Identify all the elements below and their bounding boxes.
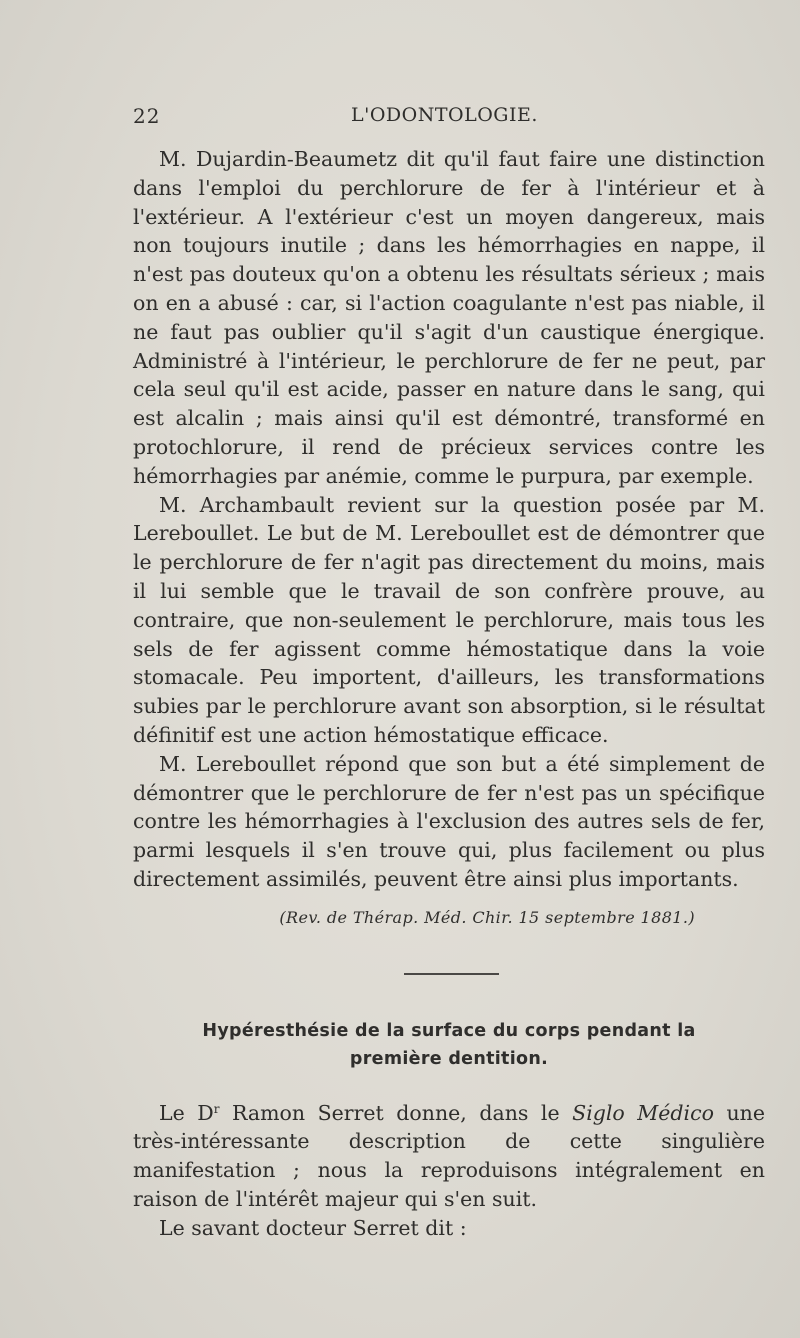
section-divider xyxy=(404,973,499,975)
paragraph-serret-quote: Le savant docteur Serret dit : xyxy=(159,1215,467,1240)
running-head xyxy=(133,104,765,134)
intro-rest: une très-intéressante description de cette singulière manifestation ; nous la reproduisons intégralement en raison de l'intérêt majeur qui s'en suit. xyxy=(133,1100,766,1211)
section-body xyxy=(133,1095,765,1243)
section-title xyxy=(133,1017,765,1073)
section-title-line-2: première dentition. xyxy=(349,1048,549,1069)
page-number: 22 xyxy=(133,104,161,128)
citation: (Rev. de Thérap. Méd. Chir. 15 septembre 1881.) xyxy=(279,907,695,927)
paragraph-lereboullet: M. Lereboullet répond que son but a été simplement de démontrer que le perchlorure de fer n'est pas un spécifique contre les hémorrhagies à l'exclusion des autres sels de fer, parmi lesquels il s'en trouve qui, plus facilement ou plus directement assimilés, peuvent être ainsi plus importants. xyxy=(133,751,765,891)
paragraph-dujardin-beaumetz: M. Dujardin-Beaumetz dit qu'il faut faire une distinction dans l'emploi du perchlorure de fer à l'intérieur et à l'extérieur. A l'extérieur c'est un moyen dangereux, mais non toujours inutile ; dans les hémorrhagies en nappe, il n'est pas douteux qu'on a obtenu les résultats sérieux ; mais on en a abusé : car, si l'action coagulante n'est pas niable, il ne faut pas oublier qu'il s'agit d'un caustique énergique. Administré à l'intérieur, le perchlorure de fer ne peut, par cela seul qu'il est acide, passer en nature dans le sang, qui est alcalin ; mais ainsi qu'il est démontré, transformé en protochlorure, il rend de précieux services contre les hémorrhagies par anémie, comme le purpura, par exemple. xyxy=(133,147,765,488)
intro-middle: Ramon Serret donne, dans le xyxy=(219,1100,573,1125)
article-body xyxy=(133,145,765,1243)
paragraph-archambault: M. Archambault revient sur la question posée par M. Lereboullet. Le but de M. Lereboullet est de démontrer que le perchlorure de fer n'agit pas directement du moins, mais il lui semble que le travail de son confrère prouve, au contraire, que non-seulement le perchlorure, mais tous les sels de fer agissent comme hémostatique dans la voie stomacale. Peu importent, d'ailleurs, les transformations subies par le perchlorure avant son absorption, si le résultat définitif est une action hémostatique efficace. xyxy=(133,492,765,747)
journal-title: L'ODONTOLOGIE. xyxy=(351,104,538,126)
intro-prefix: Le D xyxy=(159,1100,214,1125)
paragraph-serret-intro xyxy=(133,1095,765,1214)
journal-name-italic: Siglo Médico xyxy=(572,1100,714,1125)
section-title-line-1: Hypéresthésie de la surface du corps pendant la xyxy=(202,1020,696,1041)
doctor-superscript: r xyxy=(213,1101,220,1116)
